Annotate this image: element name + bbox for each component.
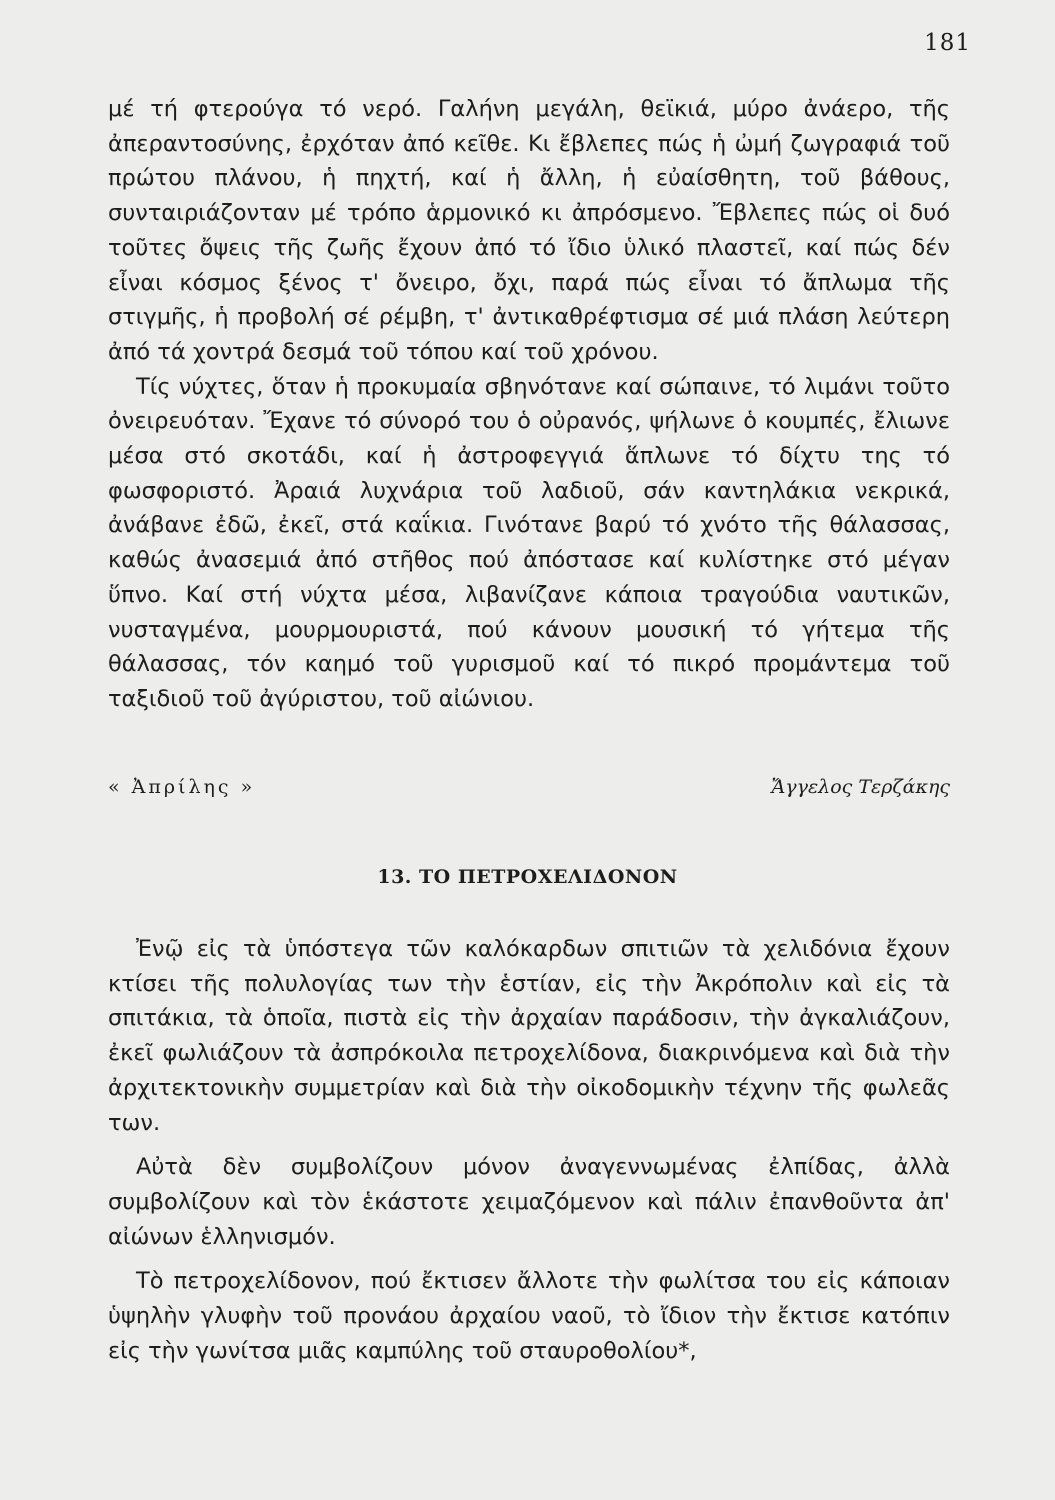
section-text	[108, 932, 950, 1368]
paragraph: Τίς νύχτες, ὅταν ἡ προκυμαία σβηνότανε καί σώπαινε, τό λιμάνι τοῦτο ὀνειρευόταν. Ἔχανε τό σύνορό του ὁ οὐρανός, ψήλωνε ὁ κουμπές, ἔλιωνε μέσα στό σκοτάδι, καί ἡ ἀστροφεγγιά ἅπλωνε τό δίχτυ της τό φωσφοριστό. Ἀραιά λυχνάρια τοῦ λαδιοῦ, σάν καντηλάκια νεκρικά, ἀνάβανε ἐδῶ, ἐκεῖ, στά καΐκια. Γινότανε βαρύ τό χνότο τῆς θάλασσας, καθώς ἀνασεμιά ἀπό στῆθος πού ἀπόστασε καί κυλίστηκε στό μέγαν ὕπνο. Καί στή νύχτα μέσα, λιβανίζανε κάποια τραγούδια ναυτικῶν, νυσταγμένα, μουρμουριστά, πού κάνουν μουσική τό γήτεμα τῆς θάλασσας, τόν καημό τοῦ γυρισμοῦ καί τό πικρό προμάντεμα τοῦ ταξιδιοῦ τοῦ ἀγύριστου, τοῦ αἰώνιου.	[108, 373, 950, 712]
author-name: Ἄγγελος Τερζάκης	[771, 776, 950, 798]
paragraph: Τὸ πετροχελίδονον, πού ἔκτισεν ἄλλοτε τὴν φωλίτσα του εἰς κάποιαν ὑψηλὴν γλυφὴν τοῦ προνάου ἀρχαίου ναοῦ, τὸ ἴδιον τὴν ἔκτισε κατόπιν εἰς τὴν γωνίτσα μιᾶς καμπύλης τοῦ σταυροθολίου*,	[108, 1268, 950, 1364]
page-number: 181	[924, 30, 971, 56]
passage-text	[108, 92, 950, 717]
section-title: 13. ΤΟ ΠΕΤΡΟΧΕΛΙΔΟΝΟΝ	[377, 866, 678, 888]
paragraph: Αὐτὰ δὲν συμβολίζουν μόνον ἀναγεννωμένας ἐλπίδας, ἀλλὰ συμβολίζουν καὶ τὸν ἑκάστοτε χειμαζόμενον καὶ πάλιν ἐπανθοῦντα ἀπ' αἰώνων ἑλληνισμόν.	[108, 1154, 950, 1250]
paragraph: Ἐνῷ εἰς τὰ ὑπόστεγα τῶν καλόκαρδων σπιτιῶν τὰ χελιδόνια ἔχουν κτίσει τῆς πολυλογίας των τὴν ἑστίαν, εἰς τὴν Ἀκρόπολιν καὶ εἰς τὰ σπιτάκια, τὰ ὁποῖα, πιστὰ εἰς τὴν ἀρχαίαν παράδοσιν, τὴν ἀγκαλιάζουν, ἐκεῖ φωλιάζουν τὰ ἀσπρόκοιλα πετροχελίδονα, διακρινόμενα καὶ διὰ τὴν ἀρχιτεκτονικὴν συμμετρίαν καὶ διὰ τὴν οἰκοδομικὴν τέχνην τῆς φωλεᾶς των.	[108, 936, 950, 1136]
paragraph: μέ τή φτερούγα τό νερό. Γαλήνη μεγάλη, θεϊκιά, μύρο ἀνάερο, τῆς ἀπεραντοσύνης, ἐρχόταν ἀπό κεῖθε. Κι ἔβλεπες πώς ἡ ὠμή ζωγραφιά τοῦ πρώτου πλάνου, ἡ πηχτή, καί ἡ ἄλλη, ἡ εὐαίσθητη, τοῦ βάθους, συνταιριάζονταν μέ τρόπο ἁρμονικό κι ἀπρόσμενο. Ἔβλεπες πώς οἱ δυό τοῦτες ὄψεις τῆς ζωῆς ἔχουν ἀπό τό ἴδιο ὑλικό πλαστεῖ, καί πώς δέν εἶναι κόσμος ξένος τ' ὄνειρο, ὄχι, παρά πώς εἶναι τό ἄπλωμα τῆς στιγμῆς, ἡ προβολή σέ ρέμβη, τ' ἀντικαθρέφτισμα σέ μιά πλάση λεύτερη ἀπό τά χοντρά δεσμά τοῦ τόπου καί τοῦ χρόνου.	[108, 96, 950, 365]
source-title: « Ἀπρίλης »	[108, 776, 256, 798]
